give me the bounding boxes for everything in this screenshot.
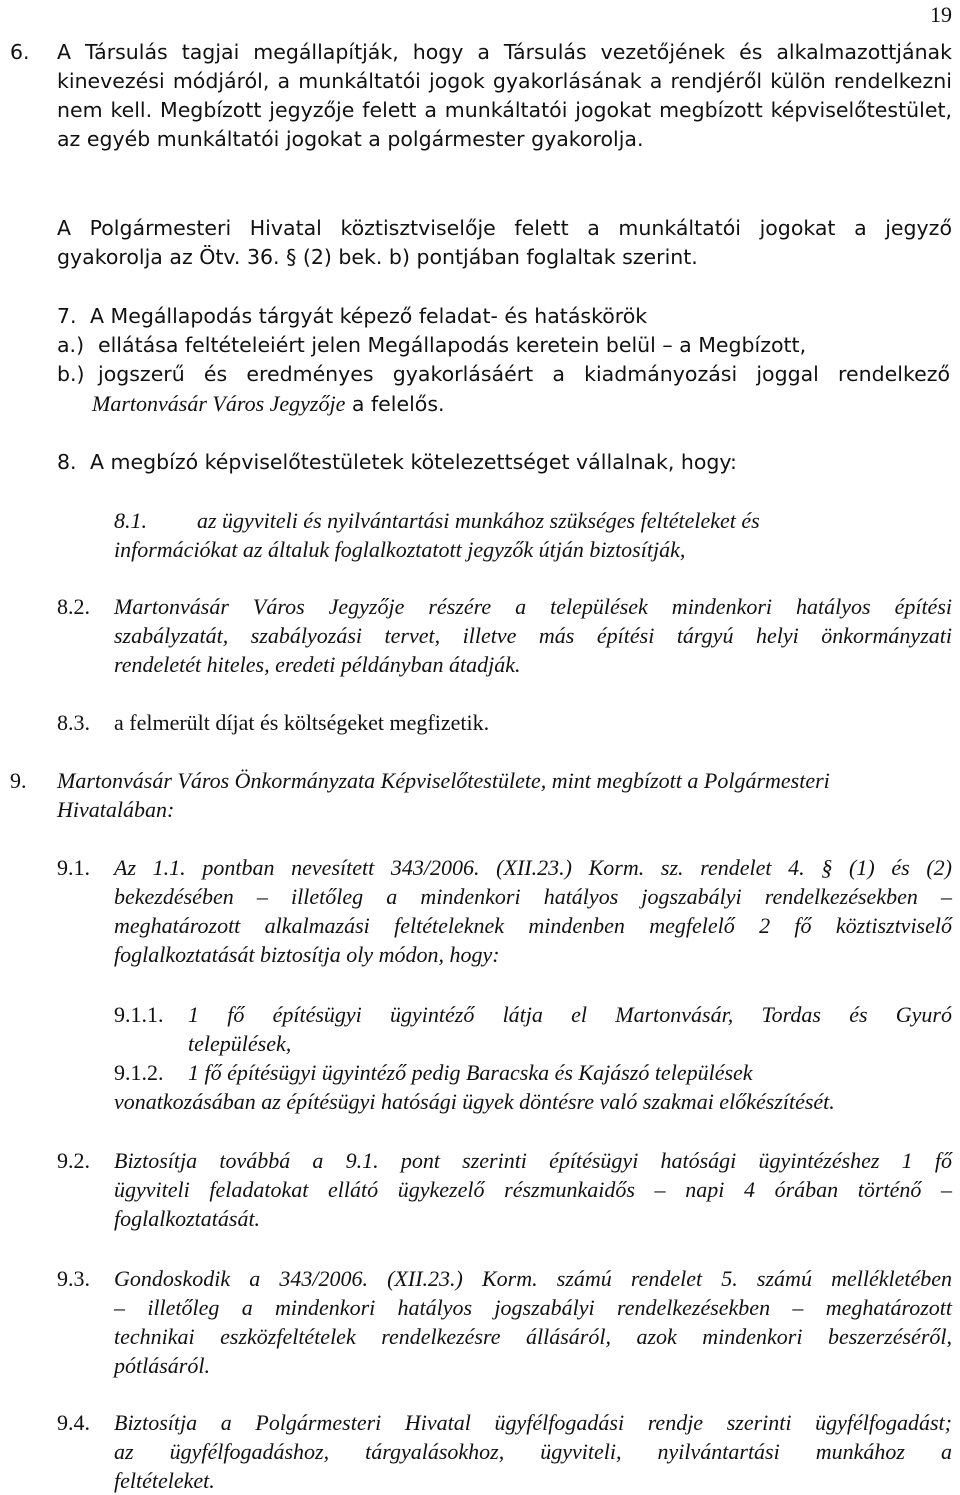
text-line: A Megállapodás tárgyát képező feladat- és hatáskörök [90,304,648,328]
item-9-1-number: 9.1. [57,855,90,880]
text-line: a felmerült díjat és költségeket megfizetik. [114,710,490,735]
text-line: rendeletét hiteles, eredeti példányban átadják. [114,652,521,677]
text-line: vonatkozásában az építésügyi hatósági ügyek döntésre való szakmai előkészítését. [114,1089,835,1114]
item-9-3 [114,1264,952,1382]
text-line: ügyviteli feladatokat ellátó ügykezelő részmunkaidős – napi 4 órában történő – [114,1177,952,1202]
item-9-1-2-number: 9.1.2. [114,1060,164,1085]
section-8-title [90,448,950,477]
section-6-number: 6. [10,40,30,64]
item-9-2 [114,1146,952,1236]
text-line: feltételeket. [114,1468,215,1493]
text-line: pótlásáról. [114,1353,210,1378]
page-number: 19 [930,2,952,27]
item-9-1-1-number: 9.1.1. [114,1002,164,1027]
text-line: ellátása feltételeiért jelen Megállapodás keretein belül – a Megbízott, [98,333,807,357]
item-a-label: a.) [57,333,85,357]
section-6-paragraph-2 [57,214,952,274]
item-9-3-number: 9.3. [57,1266,90,1291]
italic-text: Martonvásár Város Jegyzője [92,391,346,416]
text-line: az ügyfélfogadáshoz, tárgyalásokhoz, ügyviteli, nyilvántartási munkához a [114,1439,952,1464]
text-line: jogszerű és eredményes gyakorlásáért a kiadmányozási joggal rendelkező [98,362,950,386]
text-line: bekezdésében – illetőleg a mindenkori hatályos jogszabályi rendelkezésekben – [114,884,952,909]
item-9-2-number: 9.2. [57,1148,90,1173]
text-line: foglalkoztatását. [114,1206,261,1231]
text-line: információkat az általuk foglalkoztatott jegyzők útján biztosítják, [114,537,686,562]
text-line: foglalkoztatását biztosítja oly módon, hogy: [114,942,500,967]
item-9-1-2 [114,1058,952,1118]
text-line: gyakorolja az Ötv. 36. § (2) bek. b) pontjában foglaltak szerint. [57,245,698,269]
text-line: A megbízó képviselőtestületek kötelezettséget vállalnak, hogy: [90,450,737,474]
text-line: meghatározott alkalmazási feltételeknek mindenben megfelelő 2 fő köztisztviselő [114,913,952,938]
section-9-number: 9. [10,768,27,793]
text-line: szabályzatát, szabályozási tervet, illetve más építési tárgyú helyi önkormányzati [114,623,952,648]
section-7-number: 7. [57,304,77,328]
section-8-number: 8. [57,450,77,474]
item-9-4 [114,1408,952,1495]
text-line: települések, [188,1031,292,1056]
item-9-1 [114,853,952,971]
section-6-paragraph [57,38,952,158]
text-line: – illetőleg a mindenkori hatályos jogszabályi rendelkezésekben – meghatározott [114,1295,952,1320]
section-7-title [90,302,950,331]
item-8-2 [114,592,952,682]
text-line: 1 fő építésügyi ügyintéző pedig Baracska és Kajászó települések [188,1060,753,1085]
text-line: Martonvásár Város Jegyzője részére a települések mindenkori hatályos építési [114,594,952,619]
item-9-1-1 [188,1000,952,1060]
item-b [92,360,950,420]
text-line: Biztosítja a Polgármesteri Hivatal ügyfélfogadási rendje szerinti ügyfélfogadást; [114,1410,952,1435]
text-line: az egyéb munkáltatói jogokat a polgármester gyakorolja. [57,127,644,151]
text-line: Az 1.1. pontban nevesített 343/2006. (XII.23.) Korm. sz. rendelet 4. § (1) és (2) [114,855,952,880]
text-line: kinevezési módjáról, a munkáltatói jogok gyakorlásának a rendjéről külön rendelkezni [57,69,952,93]
text-line: Gondoskodik a 343/2006. (XII.23.) Korm. számú rendelet 5. számú mellékletében [114,1266,952,1291]
item-8-3 [114,708,952,737]
text-line [92,389,950,418]
text-line: az ügyviteli és nyilvántartási munkához szükséges feltételeket és [197,508,760,533]
text-line: Hivatalában: [57,797,175,822]
text-line: nem kell. Megbízott jegyzője felett a munkáltatói jogokat megbízott képviselőtestület, [57,98,952,122]
text-line: Biztosítja továbbá a 9.1. pont szerinti építésügyi hatósági ügyintézéshez 1 fő [114,1148,952,1173]
item-9-4-number: 9.4. [57,1410,90,1435]
section-9-title [57,766,952,826]
item-8-3-number: 8.3. [57,710,90,735]
text-line: A Társulás tagjai megállapítják, hogy a Társulás vezetőjének és alkalmazottjának [57,40,952,64]
item-8-2-number: 8.2. [57,594,90,619]
text-line: A Polgármesteri Hivatal köztisztviselője felett a munkáltatói jogokat a jegyző [57,216,952,240]
text-span: a felelős. [345,392,445,416]
item-8-1 [114,506,850,566]
item-b-label: b.) [57,362,85,386]
text-line: technikai eszközfeltételek rendelkezésre állásáról, azok mindenkori beszerzéséről, [114,1324,952,1349]
item-a [98,331,948,360]
item-8-1-number: 8.1. [114,508,147,533]
text-line: Martonvásár Város Önkormányzata Képviselőtestülete, mint megbízott a Polgármesteri [57,768,830,793]
text-line: 1 fő építésügyi ügyintéző látja el Martonvásár, Tordas és Gyuró [188,1002,952,1027]
